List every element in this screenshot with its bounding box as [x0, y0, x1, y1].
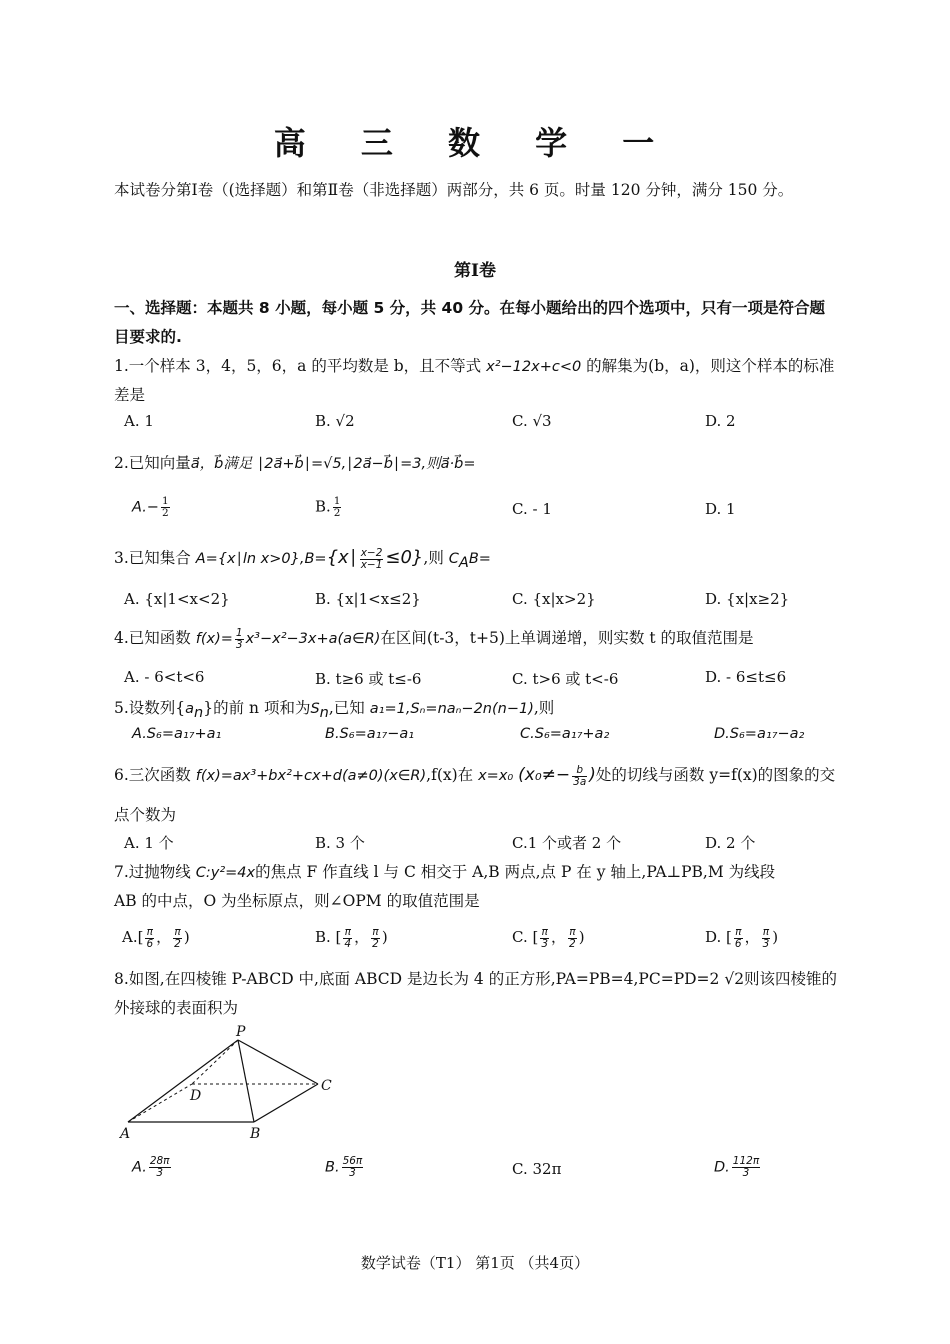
q8-option-b: B. $\frac{56\pi}{3}$ — [325, 1155, 363, 1179]
exam-intro: 本试卷分第Ⅰ卷（(选择题）和第Ⅱ卷（非选择题）两部分，共 6 页。时量 120 分钟，满分 150 分。 — [114, 181, 794, 199]
q5-option-a: A.S₆=a₁₇+a₁ — [132, 726, 222, 742]
q3-option-d: D. {x|x≥2} — [705, 590, 790, 608]
q7-b-frac2: $\frac{\pi}{2}$ — [372, 925, 379, 950]
q4-option-d: D. - 6≤t≤6 — [705, 668, 787, 686]
q3-fraction: $\frac{x-2}{x-1}$ — [360, 546, 383, 571]
q6-option-b: B. 3 个 — [315, 834, 365, 852]
q1-option-a: A. 1 — [124, 412, 154, 430]
q8-option-a: A. $\frac{28\pi}{3}$ — [132, 1155, 170, 1179]
q5-option-b: B.S₆=a₁₇−a₁ — [325, 726, 415, 742]
q3-stem: 3.已知集合 A={x∣ln x>0},B={x∣ $\frac{x-2}{x-1}$ ≤0},则 $C_AB=$ — [114, 546, 491, 572]
q7-option-b: B. [ $\frac{\pi}{4}$ ， $\frac{\pi}{2}$ ) — [315, 925, 388, 950]
q8-option-c: C. 32π — [512, 1160, 562, 1178]
q3-option-c: C. {x|x>2} — [512, 590, 596, 608]
edge-bc — [254, 1084, 318, 1122]
part-heading-line2: 目要求的. — [114, 328, 182, 346]
q1-option-b: B. √2 — [315, 412, 355, 430]
label-b: B — [250, 1126, 261, 1142]
q7-a-frac2: $\frac{\pi}{2}$ — [174, 925, 181, 950]
q6-stem-line2: 点个数为 — [114, 806, 177, 824]
q7-d-frac1: $\frac{\pi}{6}$ — [734, 925, 742, 950]
q7-stem-line2: AB 的中点，O 为坐标原点，则∠OPM 的取值范围是 — [114, 892, 480, 910]
page-footer: 数学试卷（T1） 第1页 （共4页） — [360, 1254, 590, 1272]
q6-stem: 6.三次函数 f(x)=ax³+bx²+cx+d(a≠0)(x∈R),f(x)在 x=x₀ (x₀≠− $\frac{b}{3a}$ )处的切线与函数 y=f(x)的图象的交 — [114, 763, 836, 788]
q7-c-frac1: $\frac{\pi}{3}$ — [541, 925, 549, 950]
q7-stem: 7.过抛物线 C:y²=4x的焦点 F 作直线 l 与 C 相交于 A,B 两点,点 P 在 y 轴上,PA⊥PB,M 为线段 — [114, 863, 776, 881]
q7-c-frac2: $\frac{\pi}{2}$ — [569, 925, 576, 950]
q1-option-c: C. √3 — [512, 412, 552, 430]
q7-option-c: C. [ $\frac{\pi}{3}$ ， $\frac{\pi}{2}$ ) — [512, 925, 585, 950]
q5-option-c: C.S₆=a₁₇+a₂ — [520, 726, 610, 742]
q2-option-c: C. - 1 — [512, 500, 552, 518]
q1-stem: 1.一个样本 3，4，5，6，a 的平均数是 b，且不等式 x²−12x+c<0 的解集为(b，a)，则这个样本的标准 — [114, 357, 835, 375]
q3-option-a: A. {x|1<x<2} — [124, 590, 230, 608]
q4-option-c: C. t>6 或 t<-6 — [512, 670, 619, 688]
q7-option-d: D. [ $\frac{\pi}{6}$ ， $\frac{\pi}{3}$ ) — [705, 925, 779, 950]
edge-ad — [128, 1084, 192, 1122]
edge-pc — [238, 1040, 318, 1084]
q7-option-a: A.[ $\frac{\pi}{6}$ ， $\frac{\pi}{2}$ ) — [122, 925, 190, 950]
q6-option-a: A. 1 个 — [124, 834, 174, 852]
q7-d-frac2: $\frac{\pi}{3}$ — [762, 925, 770, 950]
q4-option-b: B. t≥6 或 t≤-6 — [315, 670, 422, 688]
q4-option-a: A. - 6<t<6 — [124, 668, 205, 686]
edge-pb — [238, 1040, 254, 1122]
q4-stem: 4.已知函数 f(x)= $\frac{1}{3}$ x³−x²−3x+a(a∈R)在区间(t-3，t+5)上单调递增，则实数 t 的取值范围是 — [114, 626, 754, 651]
label-c: C — [321, 1078, 332, 1094]
q1-option-d: D. 2 — [705, 412, 736, 430]
q6-fraction: $\frac{b}{3a}$ — [573, 763, 587, 788]
q8-stem: 8.如图,在四棱锥 P-ABCD 中,底面 ABCD 是边长为 4 的正方形,PA=PB=4,PC=PD=2 √2则该四棱锥的 — [114, 970, 838, 988]
q3-option-b: B. {x|1<x≤2} — [315, 590, 421, 608]
edge-pd — [192, 1040, 238, 1084]
q7-a-frac1: $\frac{\pi}{6}$ — [146, 925, 154, 950]
label-p: P — [236, 1024, 246, 1040]
part-heading-line1: 一、选择题：本题共 8 小题，每小题 5 分，共 40 分。在每小题给出的四个选项中，只有一项是符合题 — [114, 299, 826, 317]
edge-pa — [128, 1040, 238, 1122]
q8-a-fraction: $\frac{28\pi}{3}$ — [149, 1155, 170, 1179]
q4-fraction: $\frac{1}{3}$ — [235, 626, 243, 651]
q5-option-d: D.S₆=a₁₇−a₂ — [714, 726, 805, 742]
label-d: D — [190, 1088, 202, 1104]
q2-stem: 2.已知向量a⃗，b⃗满足 ∣2a⃗+b⃗∣=√5,∣2a⃗−b⃗∣=3,则a⃗·b⃗= — [114, 454, 476, 472]
q2-option-a: A.− $\frac{1}{2}$ — [132, 495, 169, 519]
section-title: 第Ⅰ卷 — [454, 261, 496, 281]
label-a: A — [120, 1126, 131, 1142]
q2-option-b-fraction: $\frac{1}{2}$ — [333, 495, 341, 519]
q7-b-frac1: $\frac{\pi}{4}$ — [344, 925, 352, 950]
q8-stem-line2: 外接球的表面积为 — [114, 999, 239, 1017]
pyramid-figure — [110, 1022, 350, 1144]
q8-option-d: D. $\frac{112\pi}{3}$ — [714, 1155, 760, 1179]
q8-d-fraction: $\frac{112\pi}{3}$ — [732, 1155, 760, 1179]
q6-option-c: C.1 个或者 2 个 — [512, 834, 622, 852]
q2-option-d: D. 1 — [705, 500, 736, 518]
q2-option-a-fraction: $\frac{1}{2}$ — [161, 495, 169, 519]
q2-option-b: B. $\frac{1}{2}$ — [315, 495, 341, 519]
q6-option-d: D. 2 个 — [705, 834, 756, 852]
q5-stem: 5.设数列$\{a_n\}$的前 n 项和为$S_n$,已知 a₁=1,Sₙ=naₙ−2n(n−1),则 — [114, 699, 555, 722]
page-title: 高 三 数 学 一 — [273, 124, 677, 162]
q8-b-fraction: $\frac{56\pi}{3}$ — [342, 1155, 363, 1179]
q1-stem-line2: 差是 — [114, 386, 146, 404]
